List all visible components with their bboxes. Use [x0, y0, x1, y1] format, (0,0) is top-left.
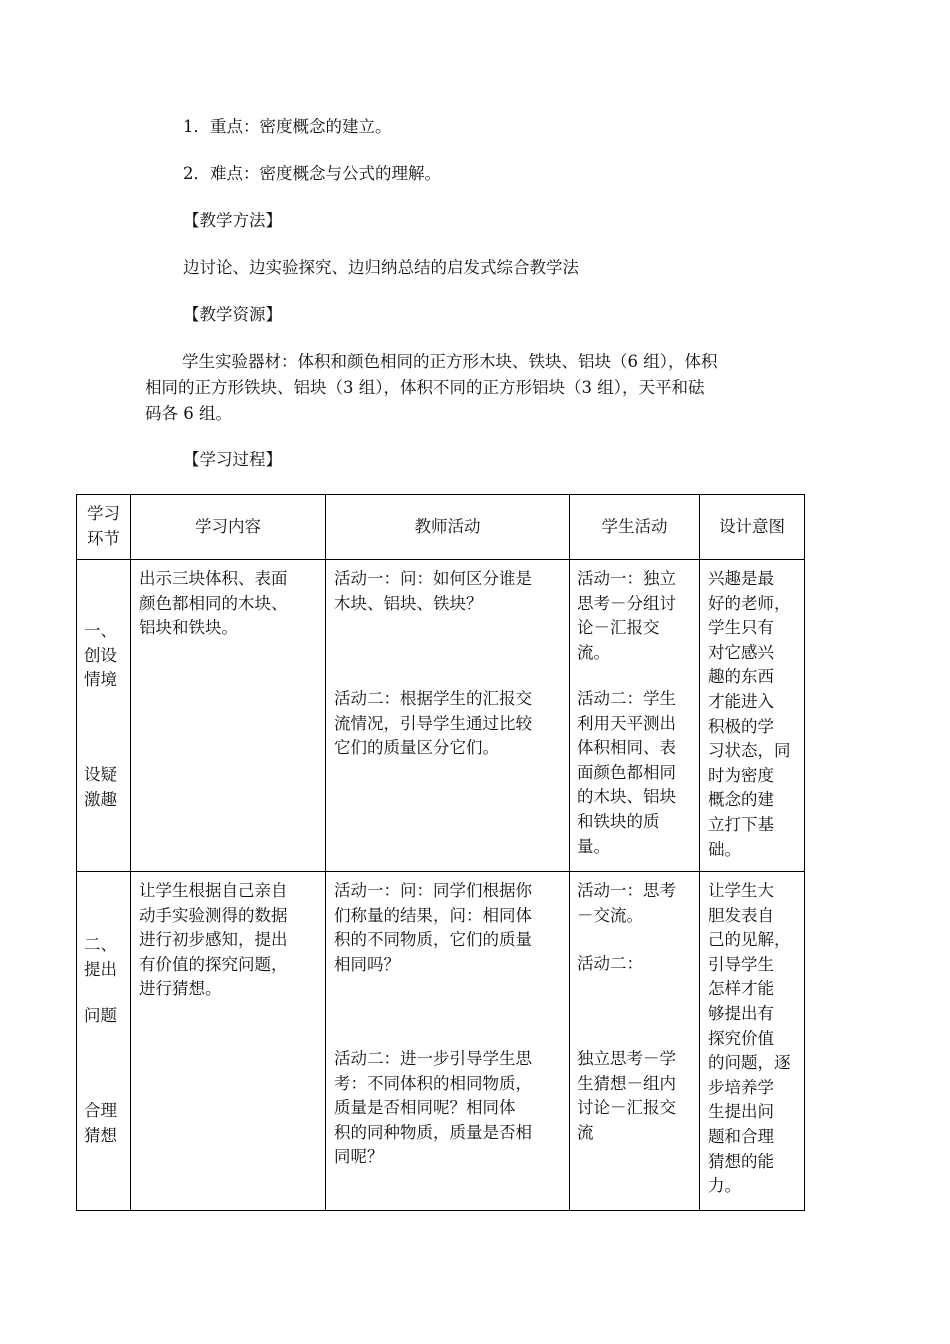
- resource-line: 码各 6 组。: [145, 404, 232, 423]
- student-line: 活动二：学生: [577, 689, 676, 708]
- intent-line: 力。: [708, 1176, 741, 1196]
- intent-line: 概念的建: [708, 790, 774, 810]
- row1-student-activity-one: [577, 567, 676, 665]
- content-line: 进行初步感知，提出: [139, 930, 288, 950]
- stage-line: 创设: [84, 645, 117, 665]
- teacher-line: 活动二：进一步引导学生思: [334, 1049, 532, 1068]
- intent-line: 的问题，逐: [708, 1053, 791, 1073]
- row1-stage-bottom: [84, 763, 117, 812]
- stage-line: 一、: [84, 621, 117, 640]
- teacher-line: 相同吗？: [334, 954, 400, 974]
- header-stage: [77, 502, 130, 551]
- stage-line: 问题: [84, 1006, 117, 1025]
- process-heading: 【学习过程】: [183, 450, 282, 469]
- intent-line: 才能进入: [708, 691, 774, 711]
- content-line: 有价值的探究问题，: [139, 954, 288, 974]
- header-teacher: 教师活动: [414, 517, 481, 536]
- student-line: 生猜想－组内: [577, 1073, 676, 1093]
- intent-line: 趣的东西: [708, 667, 774, 687]
- row1-teacher-activity-one: [334, 567, 532, 616]
- stage-line: 猜想: [84, 1125, 117, 1145]
- intent-line: 积极的学: [708, 716, 774, 736]
- row2-teacher-activity-two: [334, 1047, 532, 1170]
- stage-line: 提出: [84, 959, 117, 979]
- method-heading: 【教学方法】: [183, 211, 282, 230]
- intent-line: 题和合理: [708, 1126, 774, 1146]
- column-divider: [699, 495, 700, 1210]
- column-divider: [325, 495, 326, 1210]
- teacher-line: 活动二：根据学生的汇报交: [334, 689, 532, 708]
- stage-line: 情境: [84, 670, 117, 690]
- student-line: 讨论－汇报交: [577, 1098, 676, 1118]
- stage-line: 激趣: [84, 789, 117, 809]
- teacher-line: 考：不同体积的相同物质，: [334, 1073, 532, 1093]
- intent-line: 己的见解，: [708, 930, 791, 950]
- content-line: 动手实验测得的数据: [139, 905, 288, 925]
- content-line: 让学生根据自己亲自: [139, 881, 288, 900]
- row1-stage-top: [84, 619, 117, 693]
- intent-line: 怎样才能: [708, 979, 774, 999]
- intent-line: 引导学生: [708, 954, 774, 974]
- intent-line: 步培养学: [708, 1077, 774, 1097]
- student-line: 流。: [577, 642, 610, 662]
- row2-student-activity-one: [577, 879, 676, 928]
- header-stage-line: 环节: [87, 528, 120, 548]
- intent-line: 兴趣是最: [708, 569, 774, 588]
- intent-line: 时为密度: [708, 765, 774, 785]
- student-line: 量。: [577, 836, 610, 856]
- student-line: 活动二：: [577, 954, 643, 973]
- row2-teacher-activity-one: [334, 879, 532, 977]
- student-line: 论－汇报交: [577, 618, 660, 638]
- resource-line: 学生实验器材：体积和颜色相同的正方形木块、铁块、铝块（6 组），体积: [182, 352, 718, 371]
- row1-student-activity-two: [577, 687, 676, 859]
- intent-line: 猜想的能: [708, 1151, 774, 1171]
- intent-line: 础。: [708, 839, 741, 859]
- intent-line: 胆发表自: [708, 905, 774, 925]
- row2-student-activity-two: [577, 952, 643, 977]
- student-line: 独立思考－学: [577, 1049, 676, 1068]
- teacher-line: 活动一：问：如何区分谁是: [334, 569, 532, 588]
- resource-paragraph: [145, 349, 810, 427]
- intent-line: 对它感兴: [708, 642, 774, 662]
- intent-line: 够提出有: [708, 1003, 774, 1023]
- resource-line: 相同的正方形铁块、铝块（3 组），体积不同的正方形铝块（3 组），天平和砝: [145, 378, 705, 397]
- content-line: 出示三块体积、表面: [139, 569, 288, 588]
- row-divider: [77, 559, 804, 560]
- teacher-line: 质量是否相同呢？相同体: [334, 1098, 516, 1118]
- student-line: 和铁块的质: [577, 811, 660, 831]
- content-line: 铝块和铁块。: [139, 618, 238, 638]
- stage-line: 二、: [84, 935, 117, 954]
- row2-student-activity-detail: [577, 1047, 676, 1145]
- intent-line: 学生只有: [708, 618, 774, 638]
- row1-teacher-activity-two: [334, 687, 532, 761]
- student-line: 体积相同、表: [577, 738, 676, 758]
- header-student: 学生活动: [601, 517, 668, 536]
- intent-line: 习状态，同: [708, 741, 791, 761]
- content-line: 颜色都相同的木块、: [139, 593, 288, 613]
- key-point-line: 1．重点：密度概念的建立。: [183, 117, 392, 136]
- header-content: 学习内容: [195, 517, 261, 536]
- intent-line: 生提出问: [708, 1102, 774, 1122]
- student-line: 利用天平测出: [577, 713, 676, 733]
- student-line: －交流。: [577, 905, 643, 925]
- header-intent: 设计意图: [719, 517, 785, 536]
- row1-design-intent: [708, 567, 791, 862]
- student-line: 活动一：思考: [577, 881, 676, 900]
- stage-line: 设疑: [84, 765, 117, 784]
- content-line: 进行猜想。: [139, 979, 222, 999]
- row2-design-intent: [708, 879, 791, 1199]
- intent-line: 立打下基: [708, 814, 774, 834]
- difficulty-line: 2．难点：密度概念与公式的理解。: [183, 164, 441, 183]
- column-divider: [569, 495, 570, 1210]
- teacher-line: 流情况，引导学生通过比较: [334, 713, 532, 733]
- row2-stage-bottom: [84, 1099, 117, 1148]
- teacher-line: 积的不同物质，它们的质量: [334, 930, 532, 950]
- method-text: 边讨论、边实验探究、边归纳总结的启发式综合教学法: [183, 258, 579, 277]
- row1-content: [139, 567, 288, 641]
- teacher-line: 木块、铝块、铁块？: [334, 593, 483, 613]
- row2-stage-top: [84, 933, 117, 982]
- teacher-line: 同呢？: [334, 1147, 384, 1167]
- learning-process-table: [76, 494, 805, 1211]
- student-line: 面颜色都相同: [577, 762, 676, 782]
- student-line: 的木块、铝块: [577, 787, 676, 807]
- intent-line: 让学生大: [708, 881, 774, 900]
- teacher-line: 活动一：问：同学们根据你: [334, 881, 532, 900]
- intent-line: 探究价值: [708, 1028, 774, 1048]
- student-line: 思考－分组讨: [577, 593, 676, 613]
- row-divider: [77, 871, 804, 872]
- teacher-line: 它们的质量区分它们。: [334, 738, 499, 758]
- intent-line: 好的老师，: [708, 593, 791, 613]
- student-line: 流: [577, 1122, 594, 1142]
- resource-heading: 【教学资源】: [183, 305, 282, 324]
- teacher-line: 积的同种物质，质量是否相: [334, 1122, 532, 1142]
- row2-stage-mid: [84, 1004, 117, 1029]
- column-divider: [130, 495, 131, 1210]
- teacher-line: 们称量的结果，问：相同体: [334, 905, 532, 925]
- row2-content: [139, 879, 288, 1002]
- stage-line: 合理: [84, 1101, 117, 1120]
- student-line: 活动一：独立: [577, 569, 676, 588]
- header-stage-line: 学习: [87, 504, 120, 523]
